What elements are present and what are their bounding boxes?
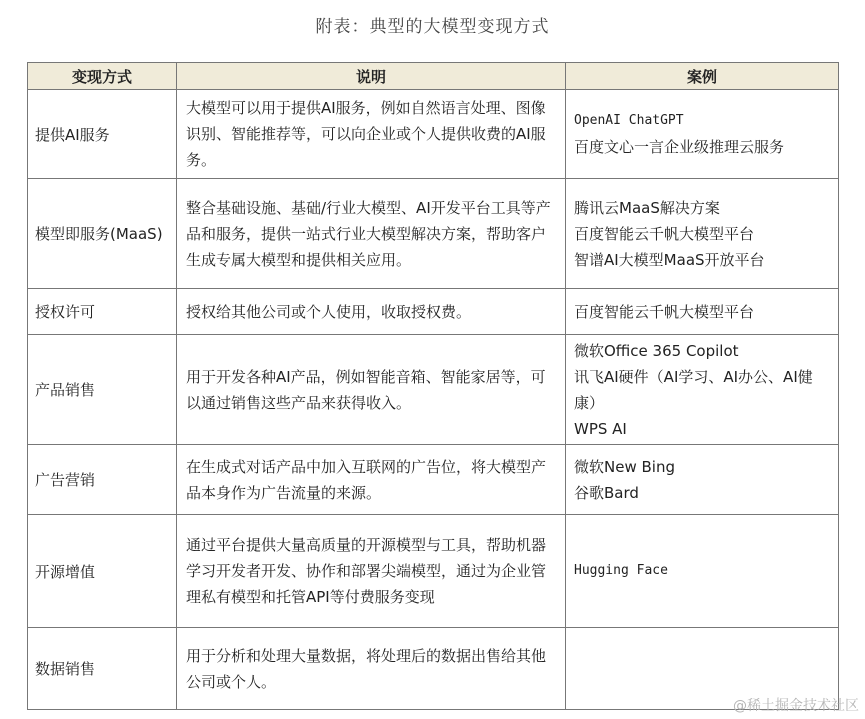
description-cell: 用于分析和处理大量数据，将处理后的数据出售给其他公司或个人。 (177, 628, 566, 710)
cases-cell (566, 179, 839, 289)
method-cell: 模型即服务(MaaS) (28, 179, 177, 289)
case-item: 微软New Bing (574, 457, 675, 476)
case-item: 谷歌Bard (574, 483, 639, 502)
table-row (28, 179, 839, 289)
method-cell: 产品销售 (28, 335, 177, 445)
description-cell: 在生成式对话产品中加入互联网的广告位，将大模型产品本身作为广告流量的来源。 (177, 445, 566, 515)
table-row (28, 90, 839, 179)
method-cell: 开源增值 (28, 515, 177, 628)
description-cell: 授权给其他公司或个人使用，收取授权费。 (177, 289, 566, 335)
header-row (28, 63, 839, 90)
table-row (28, 445, 839, 515)
header-description: 说明 (177, 63, 566, 90)
case-item: 腾讯云MaaS解决方案 (574, 198, 720, 217)
case-item: 讯飞AI硬件（AI学习、AI办公、AI健康） (574, 367, 813, 412)
cases-cell (566, 515, 839, 628)
method-cell: 授权许可 (28, 289, 177, 335)
header-cases: 案例 (566, 63, 839, 90)
table-row (28, 515, 839, 628)
table-row (28, 289, 839, 335)
description-cell: 用于开发各种AI产品，例如智能音箱、智能家居等，可以通过销售这些产品来获得收入。 (177, 335, 566, 445)
description-cell: 大模型可以用于提供AI服务，例如自然语言处理、图像识别、智能推荐等，可以向企业或个人提供收费的AI服务。 (177, 90, 566, 179)
cases-cell (566, 335, 839, 445)
cases-cell (566, 90, 839, 179)
method-cell: 提供AI服务 (28, 90, 177, 179)
table-caption: 附表：典型的大模型变现方式 (315, 17, 550, 37)
cases-cell (566, 289, 839, 335)
cases-cell (566, 445, 839, 515)
header-method: 变现方式 (28, 63, 177, 90)
monetization-table (27, 62, 839, 710)
description-cell: 整合基础设施、基础/行业大模型、AI开发平台工具等产品和服务，提供一站式行业大模型解决方案，帮助客户生成专属大模型和提供相关应用。 (177, 179, 566, 289)
case-item: Hugging Face (574, 563, 668, 578)
description-cell: 通过平台提供大量高质量的开源模型与工具，帮助机器学习开发者开发、协作和部署尖端模型，通过为企业管理私有模型和托管API等付费服务变现 (177, 515, 566, 628)
method-cell: 广告营销 (28, 445, 177, 515)
table-row (28, 628, 839, 710)
case-item: 百度智能云千帆大模型平台 (574, 302, 755, 321)
case-item: 微软Office 365 Copilot (574, 341, 739, 360)
case-item: OpenAI ChatGPT (574, 113, 684, 128)
case-item: 百度智能云千帆大模型平台 (574, 224, 755, 243)
watermark: @稀土掘金技术社区 (733, 698, 859, 714)
case-item: WPS AI (574, 419, 627, 438)
table-row (28, 335, 839, 445)
method-cell: 数据销售 (28, 628, 177, 710)
case-item: 智谱AI大模型MaaS开放平台 (574, 250, 765, 269)
case-item: 百度文心一言企业级推理云服务 (574, 138, 785, 156)
